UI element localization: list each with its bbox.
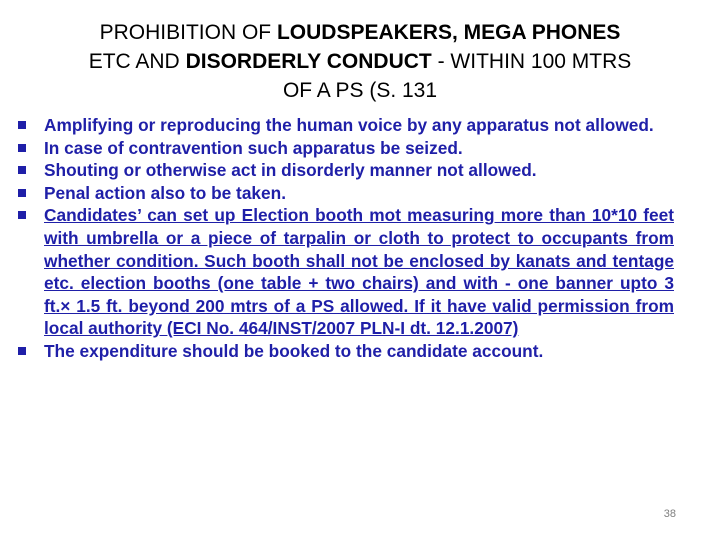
list-item: Penal action also to be taken.	[18, 182, 674, 205]
square-bullet-icon	[18, 347, 26, 355]
square-bullet-icon	[18, 166, 26, 174]
title-bold-loudspeakers: LOUDSPEAKERS, MEGA PHONES	[276, 21, 621, 44]
slide-title	[40, 18, 680, 105]
square-bullet-icon	[18, 211, 26, 219]
title-bold-disorderly: DISORDERLY CONDUCT	[185, 50, 432, 73]
page-number: 38	[663, 508, 676, 520]
list-item: The expenditure should be booked to the candidate account.	[18, 340, 674, 363]
bullet-list	[18, 114, 674, 363]
title-line-2: ETC AND DISORDERLY CONDUCT - WITHIN 100 MTRS	[88, 50, 632, 73]
square-bullet-icon	[18, 144, 26, 152]
square-bullet-icon	[18, 121, 26, 129]
list-item: Shouting or otherwise act in disorderly manner not allowed.	[18, 159, 674, 182]
square-bullet-icon	[18, 189, 26, 197]
title-line-1: PROHIBITION OF LOUDSPEAKERS, MEGA PHONES	[99, 21, 621, 44]
list-item: In case of contravention such apparatus be seized.	[18, 137, 674, 160]
title-line-3: OF A PS (S. 131	[282, 79, 438, 102]
list-item: Candidates’ can set up Election booth mot measuring more than 10*10 feet with umbrella or a piece of tarpalin or cloth to protect to occupants from whether condition. Such booth shall not be enclosed by kanats and tentage etc. election booths (one table + two chairs) and with - one banner upto 3 ft.× 1.5 ft. beyond 200 mtrs of a PS allowed. If it have valid permission from local authority (ECI No. 464/INST/2007 PLN-I dt. 12.1.2007)	[18, 204, 674, 340]
list-item: Amplifying or reproducing the human voice by any apparatus not allowed.	[18, 114, 674, 137]
